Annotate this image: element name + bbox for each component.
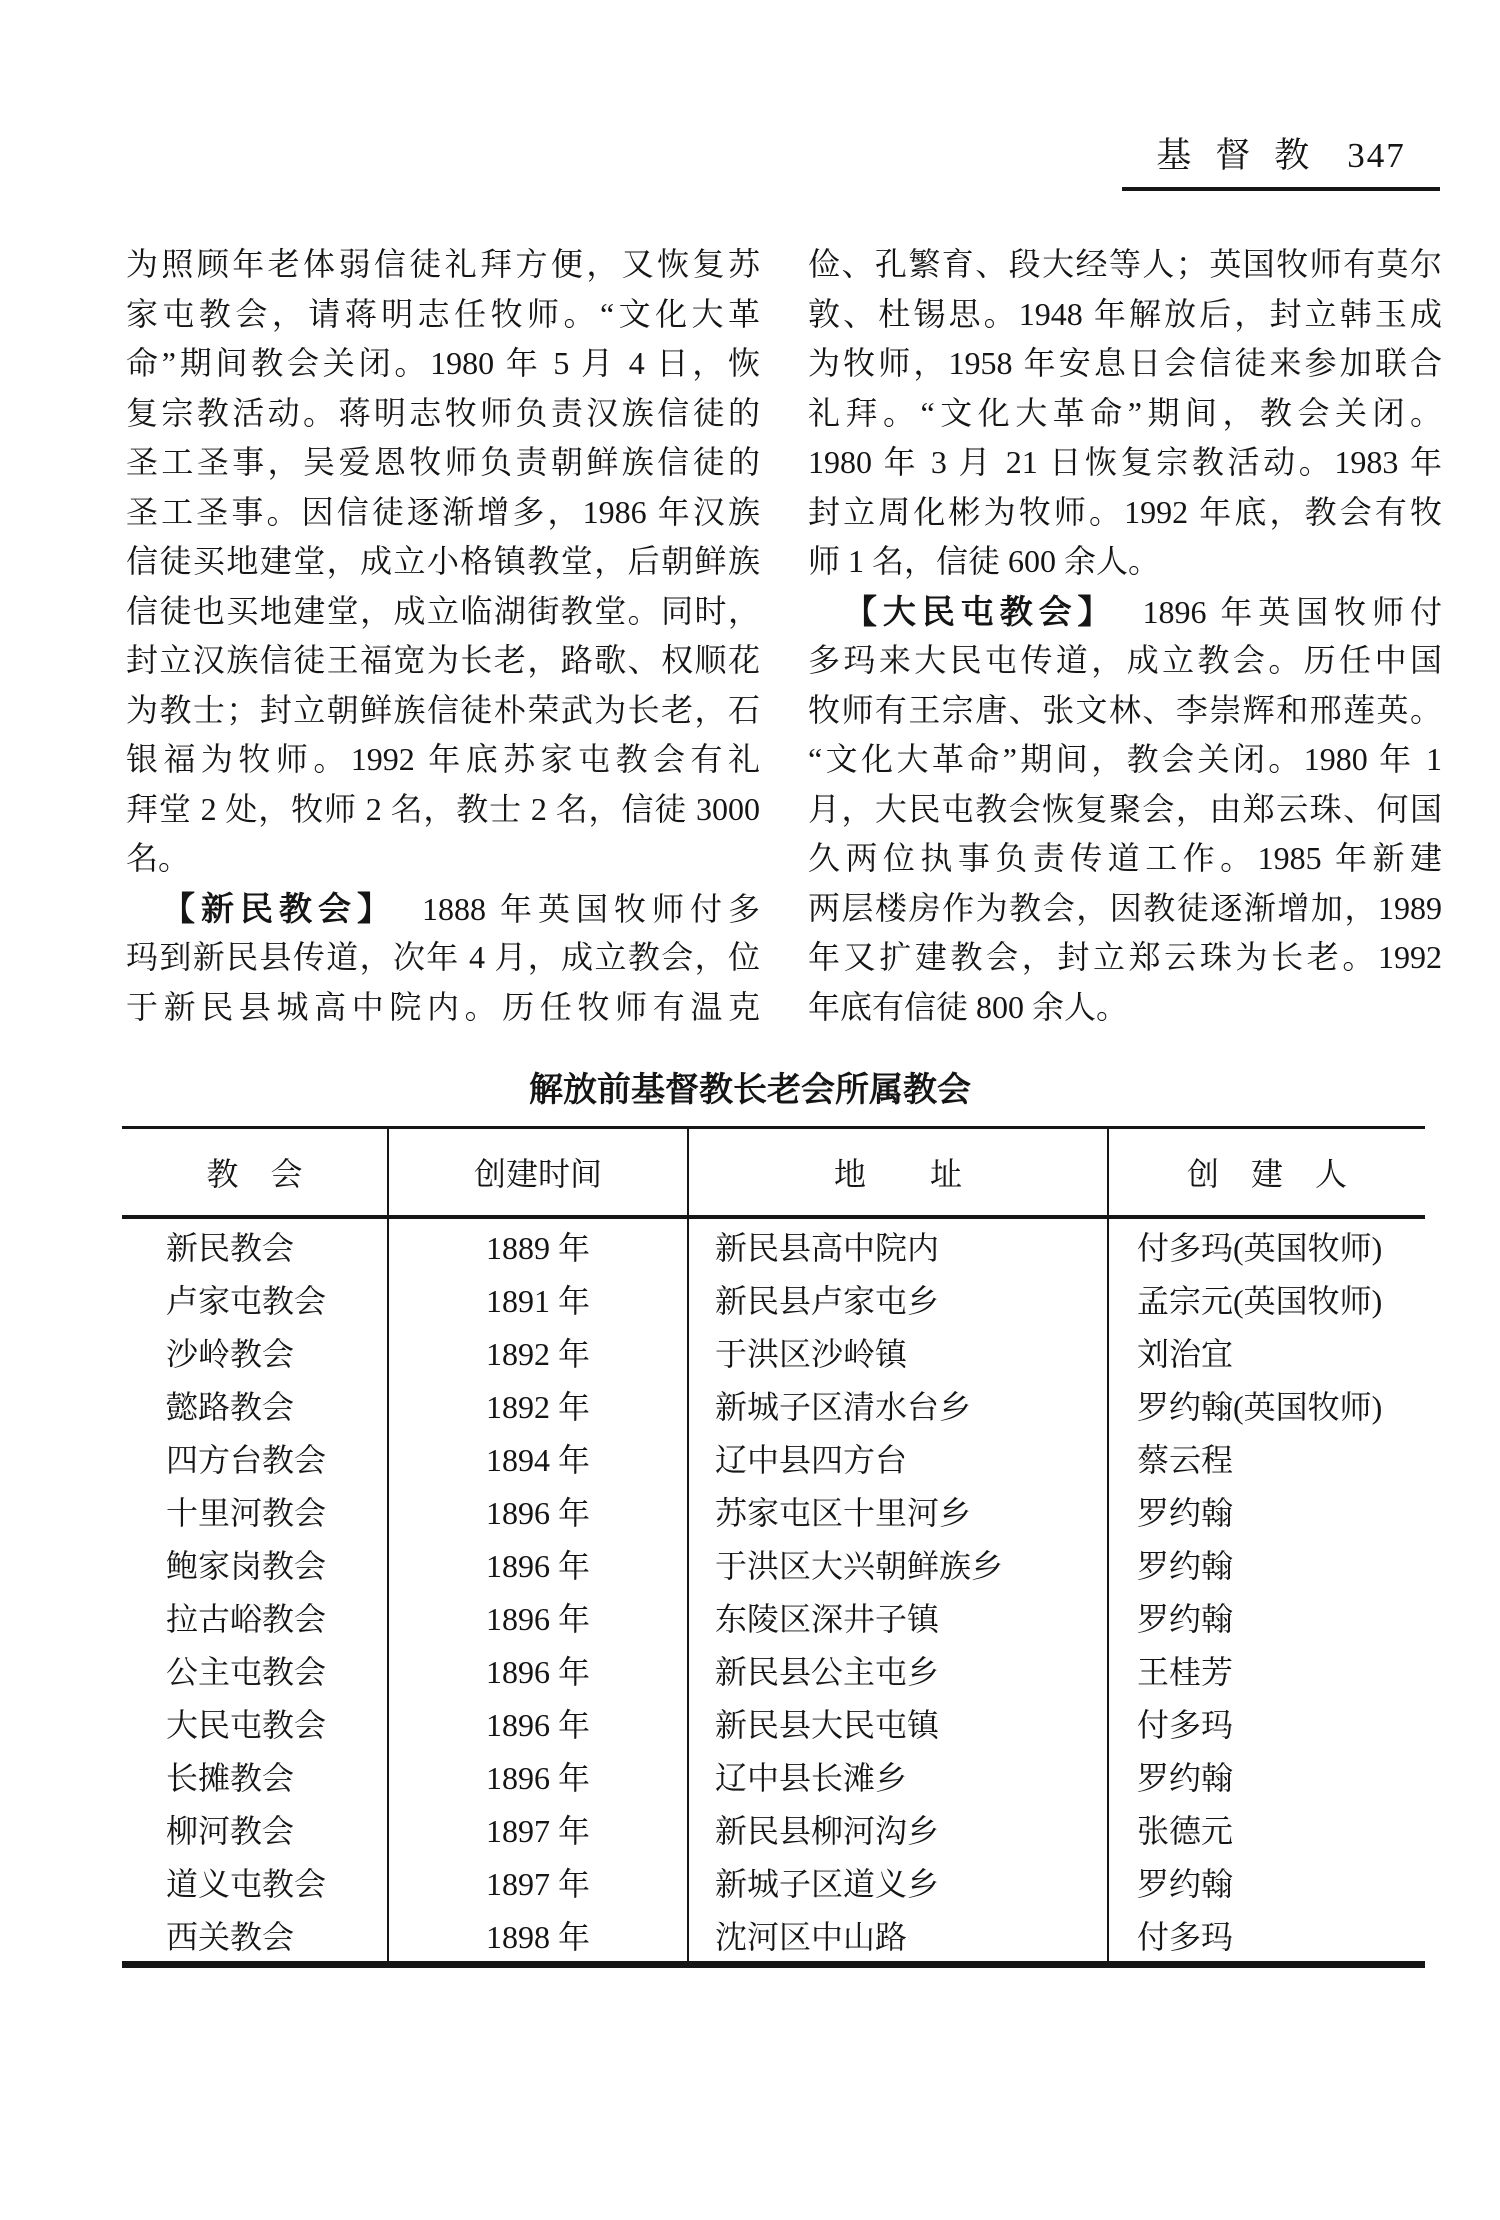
address: 沈河区中山路 — [688, 1908, 1108, 1965]
church-name: 柳河教会 — [166, 1812, 295, 1849]
text-line: 月，大民屯教会恢复聚会，由郑云珠、何国 — [808, 790, 1442, 827]
founded-year: 1892 年 — [388, 1325, 688, 1378]
founded-year: 1891 年 — [388, 1272, 688, 1325]
table-row — [122, 1908, 1425, 1965]
text-line: 信徒买地建堂，成立小格镇教堂，后朝鲜族 — [126, 543, 760, 579]
founder: 刘治宜 — [1108, 1325, 1425, 1378]
text-line: 多玛来大民屯传道，成立教会。历任中国 — [808, 642, 1442, 678]
founded-year: 1896 年 — [388, 1749, 688, 1802]
churches-table — [122, 1126, 1425, 1968]
text-line: 圣工圣事，吴爱恩牧师负责朝鲜族信徒的 — [126, 444, 760, 480]
church-name: 西关教会 — [166, 1918, 295, 1955]
text-line: 敦、杜锡思。1948 年解放后，封立韩玉成 — [808, 295, 1442, 332]
founded-year: 1889 年 — [388, 1217, 688, 1272]
table-row — [122, 1643, 1425, 1696]
address: 于洪区大兴朝鲜族乡 — [688, 1537, 1108, 1590]
entry-text: 1888 年英国牧师付多 — [422, 890, 760, 927]
text-line: 为牧师，1958 年安息日会信徒来参加联合 — [808, 345, 1442, 381]
address: 于洪区沙岭镇 — [688, 1325, 1108, 1378]
founded-year: 1896 年 — [388, 1537, 688, 1590]
founder: 孟宗元(英国牧师) — [1108, 1272, 1425, 1325]
text-line: “文化大革命”期间，教会关闭。1980 年 1 — [808, 741, 1442, 777]
founded-year: 1892 年 — [388, 1378, 688, 1431]
text-line: 封立汉族信徒王福宽为长老，路歌、权顺花 — [126, 642, 760, 678]
founded-year: 1894 年 — [388, 1431, 688, 1484]
address: 新民县大民屯镇 — [688, 1696, 1108, 1749]
church-name: 新民教会 — [166, 1229, 295, 1266]
text-line: 1980 年 3 月 21 日恢复宗教活动。1983 年 — [808, 444, 1442, 480]
table-row — [122, 1749, 1425, 1802]
table-row — [122, 1855, 1425, 1908]
founded-year: 1896 年 — [388, 1590, 688, 1643]
table-row — [122, 1325, 1425, 1378]
page-number: 347 — [1347, 136, 1406, 175]
founder: 张德元 — [1108, 1802, 1425, 1855]
right-column — [808, 240, 1442, 1032]
text-line: 名。 — [126, 840, 191, 876]
founder: 罗约翰 — [1108, 1590, 1425, 1643]
founder: 罗约翰 — [1108, 1749, 1425, 1802]
founder: 罗约翰(英国牧师) — [1108, 1378, 1425, 1431]
text-line: 命”期间教会关闭。1980 年 5 月 4 日，恢 — [126, 345, 760, 381]
church-name: 四方台教会 — [166, 1441, 327, 1478]
address: 新民县卢家屯乡 — [688, 1272, 1108, 1325]
column-header-founded: 创建时间 — [388, 1128, 688, 1218]
text-line: 牧师有王宗唐、张文林、李崇辉和邢莲英。 — [808, 691, 1442, 728]
table-row — [122, 1217, 1425, 1272]
table-row — [122, 1802, 1425, 1855]
column-header-address: 地 址 — [688, 1128, 1108, 1218]
address: 新民县柳河沟乡 — [688, 1802, 1108, 1855]
text-line: 两层楼房作为教会，因教徒逐渐增加，1989 — [808, 889, 1442, 926]
church-name: 公主屯教会 — [166, 1653, 327, 1690]
founder: 罗约翰 — [1108, 1484, 1425, 1537]
text-line: 年又扩建教会，封立郑云珠为长老。1992 — [808, 939, 1442, 975]
founded-year: 1897 年 — [388, 1802, 688, 1855]
text-line: 封立周化彬为牧师。1992 年底，教会有牧 — [808, 493, 1442, 530]
table-row — [122, 1537, 1425, 1590]
table-header-row — [122, 1128, 1425, 1218]
church-name: 懿路教会 — [166, 1388, 295, 1425]
text-line: 为教士；封立朝鲜族信徒朴荣武为长老，石 — [126, 691, 760, 728]
table-row — [122, 1378, 1425, 1431]
founder: 罗约翰 — [1108, 1855, 1425, 1908]
entry-heading-line — [126, 884, 760, 934]
text-line: 家屯教会，请蒋明志任牧师。“文化大革 — [126, 295, 760, 332]
church-name: 大民屯教会 — [166, 1706, 327, 1743]
text-line: 俭、孔繁育、段大经等人；英国牧师有莫尔 — [808, 246, 1442, 282]
text-line: 师 1 名，信徒 600 余人。 — [808, 543, 1161, 579]
entry-name: 【新民教会】 — [162, 889, 396, 927]
church-name: 卢家屯教会 — [166, 1282, 327, 1319]
founded-year: 1896 年 — [388, 1696, 688, 1749]
address: 辽中县四方台 — [688, 1431, 1108, 1484]
church-name: 道义屯教会 — [166, 1865, 327, 1902]
text-line: 礼拜。“文化大革命”期间，教会关闭。 — [808, 394, 1442, 431]
church-name: 十里河教会 — [166, 1494, 327, 1531]
text-line: 为照顾年老体弱信徒礼拜方便，又恢复苏 — [126, 246, 760, 282]
address: 新城子区道义乡 — [688, 1855, 1108, 1908]
founder: 罗约翰 — [1108, 1537, 1425, 1590]
church-name: 鲍家岗教会 — [166, 1547, 327, 1584]
church-name: 沙岭教会 — [166, 1335, 295, 1372]
address: 东陵区深井子镇 — [688, 1590, 1108, 1643]
address: 新城子区清水台乡 — [688, 1378, 1108, 1431]
table-row — [122, 1590, 1425, 1643]
founded-year: 1896 年 — [388, 1643, 688, 1696]
section-title: 基督教 — [1156, 136, 1334, 175]
church-name: 长摊教会 — [166, 1759, 295, 1796]
address: 苏家屯区十里河乡 — [688, 1484, 1108, 1537]
left-column — [126, 240, 760, 1032]
table-title: 解放前基督教长老会所属教会 — [529, 1071, 971, 1109]
text-line: 久两位执事负责传道工作。1985 年新建 — [808, 840, 1442, 876]
founded-year: 1896 年 — [388, 1484, 688, 1537]
text-line: 于新民县城高中院内。历任牧师有温克 — [126, 988, 760, 1025]
column-header-church: 教 会 — [122, 1128, 388, 1218]
founder: 王桂芳 — [1108, 1643, 1425, 1696]
table-row — [122, 1431, 1425, 1484]
founded-year: 1898 年 — [388, 1908, 688, 1965]
text-line: 玛到新民县传道，次年 4 月，成立教会，位 — [126, 939, 760, 975]
table-row — [122, 1484, 1425, 1537]
founder: 付多玛 — [1108, 1696, 1425, 1749]
church-name: 拉古峪教会 — [166, 1600, 327, 1637]
text-line: 信徒也买地建堂，成立临湖街教堂。同时， — [126, 592, 760, 629]
entry-name: 【大民屯教会】 — [844, 592, 1117, 630]
founder: 蔡云程 — [1108, 1431, 1425, 1484]
text-line: 拜堂 2 处，牧师 2 名，教士 2 名，信徒 3000 — [126, 790, 760, 827]
founder: 付多玛 — [1108, 1908, 1425, 1965]
column-header-founder: 创 建 人 — [1108, 1128, 1425, 1218]
text-line: 圣工圣事。因信徒逐渐增多，1986 年汉族 — [126, 493, 760, 530]
text-line: 银福为牧师。1992 年底苏家屯教会有礼 — [126, 741, 760, 777]
entry-text: 1896 年英国牧师付 — [1142, 593, 1442, 630]
address: 新民县公主屯乡 — [688, 1643, 1108, 1696]
entry-heading-line — [808, 587, 1442, 637]
address: 新民县高中院内 — [688, 1217, 1108, 1272]
table-row — [122, 1696, 1425, 1749]
text-line: 复宗教活动。蒋明志牧师负责汉族信徒的 — [126, 394, 760, 431]
founder: 付多玛(英国牧师) — [1108, 1217, 1425, 1272]
running-header — [1122, 128, 1440, 191]
text-line: 年底有信徒 800 余人。 — [808, 988, 1129, 1025]
founded-year: 1897 年 — [388, 1855, 688, 1908]
table-row — [122, 1272, 1425, 1325]
address: 辽中县长滩乡 — [688, 1749, 1108, 1802]
